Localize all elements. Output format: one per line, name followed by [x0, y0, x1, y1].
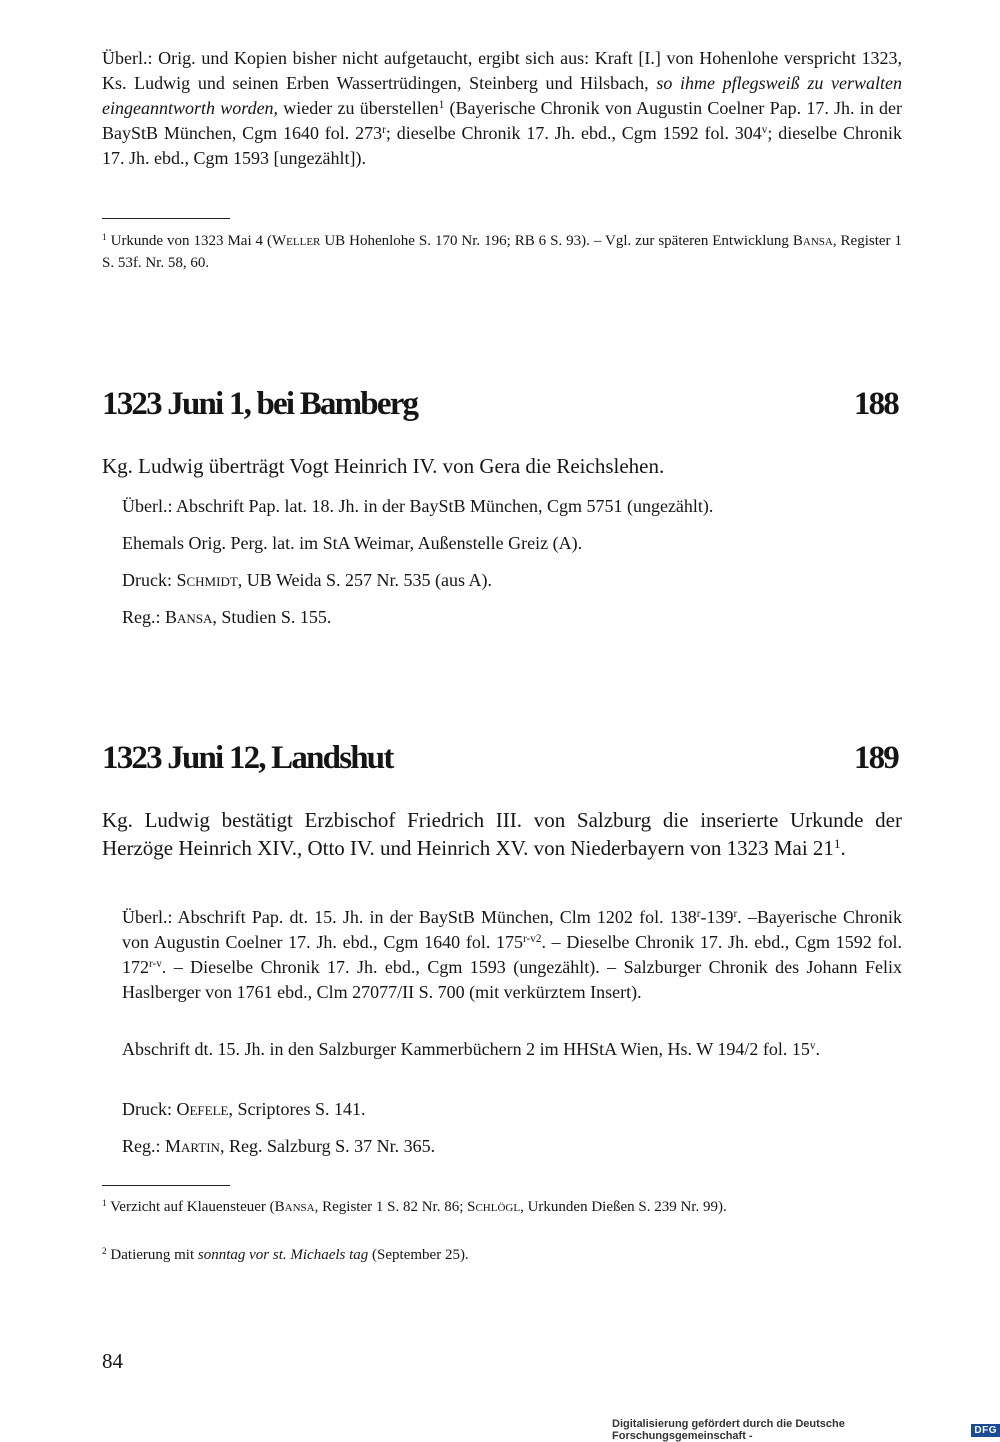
- entry-number: 188: [853, 386, 898, 422]
- funding-footer: [612, 1418, 1000, 1442]
- page-number: 84: [102, 1349, 123, 1373]
- text-run: Überl.: Orig. und Kopien bisher nicht aufgetaucht, ergibt sich aus: Kraft [I.] von Hohenlohe verspricht 1323, Ks. Ludwig und seinen Erben Wassertrüdingen, Steinberg und Hilsbach,: [102, 48, 902, 93]
- text-run: , Scriptores S. 141.: [228, 1099, 366, 1119]
- footnote-number: 2: [102, 1246, 107, 1257]
- regest-line: [122, 605, 902, 630]
- footnote-number: 1: [102, 1198, 107, 1209]
- folio-sup: v: [809, 1039, 816, 1052]
- entry-188-heading: [102, 386, 898, 430]
- text-run: wieder zu überstellen: [283, 98, 439, 118]
- text-run: .: [815, 1039, 820, 1059]
- text-run: .: [840, 836, 846, 860]
- druck-line: [122, 1097, 902, 1122]
- author-name: Bansa: [274, 1199, 315, 1215]
- label: Reg.:: [122, 607, 161, 627]
- text-run: . –Bayerische Chronik von Augustin Coelner 17. Jh. ebd., Cgm 1640 fol. 175: [122, 907, 903, 952]
- text-run: , UB Weida S. 257 Nr. 535 (aus A).: [237, 570, 492, 590]
- text-run: UB Hohenlohe S. 170 Nr. 196; RB 6 S. 93). – Vgl. zur späteren Entwicklung: [324, 233, 789, 249]
- footnote-divider: [102, 218, 230, 219]
- author-name: Weller: [272, 233, 321, 249]
- author-name: Bansa: [165, 607, 213, 627]
- text-run: Kg. Ludwig bestätigt Erzbischof Friedrich III. von Salzburg die inserierte Urkunde der Herzöge Heinrich XIV., Otto IV. und Heinrich XV. von Niederbayern von 1323 Mai 21: [102, 808, 902, 860]
- entry-189-heading: [102, 740, 898, 784]
- footnote-divider: [102, 1185, 230, 1186]
- folio-sup: r: [733, 907, 738, 920]
- label: Druck:: [122, 570, 172, 590]
- ueberlieferung-line: Überl.: Abschrift Pap. lat. 18. Jh. in der BayStB München, Cgm 5751 (ungezählt).: [122, 496, 714, 516]
- entry-summary: [102, 806, 902, 862]
- footnote-1-bottom: [102, 1196, 902, 1218]
- text-run: Datierung mit: [110, 1247, 195, 1263]
- text-run: , Register 1 S. 53f. Nr. 58, 60.: [102, 233, 902, 271]
- ueberlieferung-paragraph-top: [102, 46, 902, 171]
- folio-sup: r-v2: [523, 932, 542, 945]
- author-name: Bansa: [792, 233, 833, 249]
- entry-date-place: 1323 Juni 12, Landshut: [102, 740, 393, 776]
- text-run: Urkunde von 1323 Mai 4 (: [110, 233, 273, 249]
- text-run: , Studien S. 155.: [212, 607, 332, 627]
- text-run: (September 25).: [372, 1247, 469, 1263]
- footnote-1-top: [102, 230, 902, 274]
- druck-line: [122, 568, 902, 593]
- abschrift-paragraph: [122, 1037, 902, 1062]
- ehemals-line: Ehemals Orig. Perg. lat. im StA Weimar, Außenstelle Greiz (A).: [122, 533, 583, 553]
- italic-quote: so ihme pflegsweiß zu verwalten eingeanntworth worden,: [102, 73, 902, 118]
- text-run: , Urkunden Dießen S. 239 Nr. 99).: [520, 1199, 727, 1215]
- text-run: (Bayerische Chronik von Augustin Coelner Pap. 17. Jh. in der BayStB München, Cgm 1640 fol. 273: [102, 98, 902, 143]
- text-run: ; dieselbe Chronik 17. Jh. ebd., Cgm 1593 [ungezählt]).: [102, 123, 902, 168]
- text-run: , Reg. Salzburg S. 37 Nr. 365.: [219, 1136, 436, 1156]
- dfg-logo-icon: DFG: [971, 1424, 1000, 1437]
- footnote-number: 1: [102, 232, 107, 243]
- footnote-2-bottom: [102, 1244, 902, 1266]
- funding-text: Digitalisierung gefördert durch die Deutsche Forschungsgemeinschaft -: [612, 1418, 845, 1442]
- italic-quote: sonntag vor st. Michaels tag: [197, 1247, 369, 1263]
- text-run: ; dieselbe Chronik 17. Jh. ebd., Cgm 1592 fol. 304: [385, 123, 762, 143]
- text-run: Überl.: Abschrift Pap. dt. 15. Jh. in der BayStB München, Clm 1202 fol. 138: [122, 907, 697, 927]
- author-name: Schmidt: [176, 570, 238, 590]
- entry-number: 189: [853, 740, 898, 776]
- author-name: Schlögl: [467, 1199, 521, 1215]
- label: Druck:: [122, 1099, 172, 1119]
- folio-sup: r: [382, 123, 386, 136]
- text-run: . – Dieselbe Chronik 17. Jh. ebd., Cgm 1593 (ungezählt). – Salzburger Chronik des Johann Felix Haslberger von 1761 ebd., Clm 27077/II S. 700 (mit verkürztem Insert).: [122, 957, 902, 1002]
- author-name: Oefele: [176, 1099, 229, 1119]
- folio-sup: r: [696, 907, 701, 920]
- author-name: Martin: [165, 1136, 220, 1156]
- regest-line: [122, 1134, 902, 1159]
- text-run: Verzicht auf Klauensteuer (: [110, 1199, 275, 1215]
- ueberlieferung-paragraph: [122, 905, 902, 1005]
- text-run: , Register 1 S. 82 Nr. 86;: [314, 1199, 464, 1215]
- entry-date-place: 1323 Juni 1, bei Bamberg: [102, 386, 418, 422]
- label: Reg.:: [122, 1136, 161, 1156]
- footnote-ref: 1: [438, 98, 445, 111]
- text-run: . – Dieselbe Chronik 17. Jh. ebd., Cgm 1592 fol. 172: [122, 932, 902, 977]
- folio-sup: r-v: [149, 957, 162, 970]
- text-run: -139: [700, 907, 734, 927]
- entry-summary: Kg. Ludwig überträgt Vogt Heinrich IV. von Gera die Reichslehen.: [102, 454, 665, 478]
- footnote-ref: 1: [833, 835, 841, 851]
- folio-sup: v: [761, 123, 768, 136]
- text-run: Abschrift dt. 15. Jh. in den Salzburger Kammerbüchern 2 im HHStA Wien, Hs. W 194/2 fol. 15: [122, 1039, 810, 1059]
